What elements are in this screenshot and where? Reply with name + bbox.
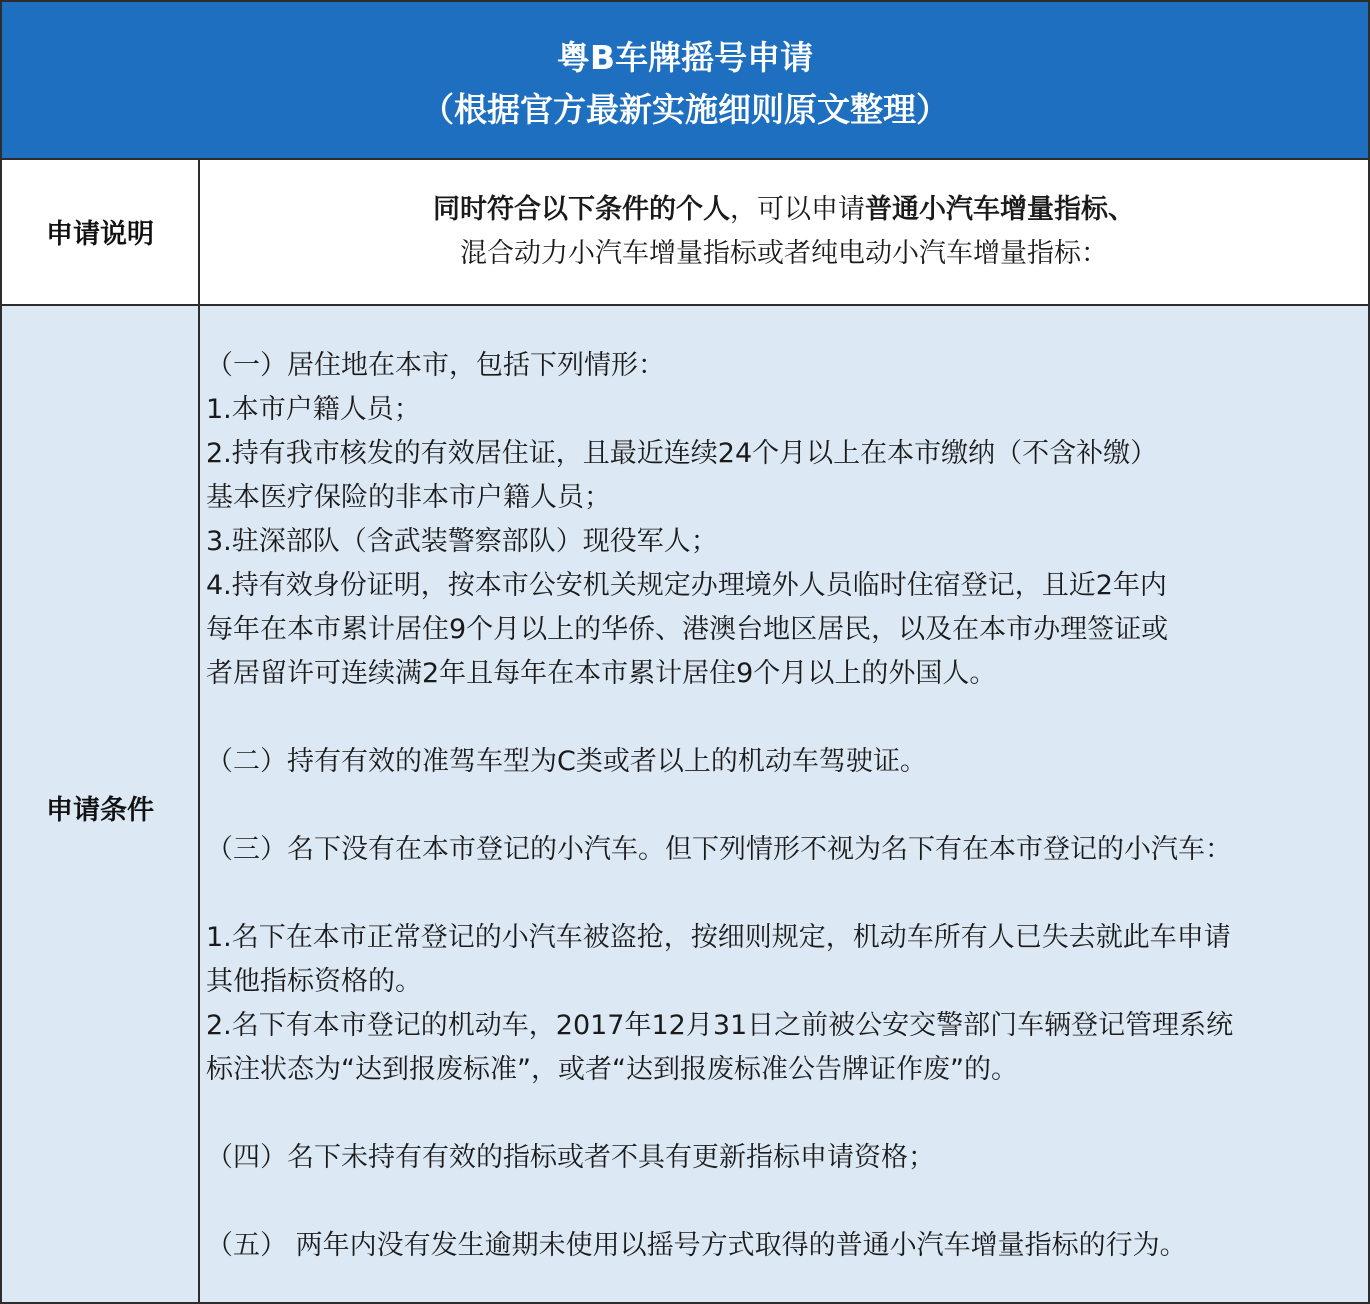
- description-line-1: [200, 188, 1368, 232]
- condition-line: 其他指标资格的。: [206, 966, 422, 997]
- description-line-2: 混合动力小汽车增量指标或者纯电动小汽车增量指标：: [460, 238, 1108, 269]
- condition-line: 2.名下有本市登记的机动车，2017年12月31日之前被公安交警部门车辆登记管理系统: [206, 1010, 1234, 1041]
- description-plain: ，可以申请: [730, 194, 865, 225]
- description-label-cell: [2, 160, 200, 304]
- description-bold-a: 同时符合以下条件的个人: [433, 194, 730, 225]
- condition-line: （五） 两年内没有发生逾期未使用以摇号方式取得的普通小汽车增量指标的行为。: [206, 1230, 1187, 1261]
- blank-line: [206, 872, 1356, 916]
- description-label: 申请说明: [46, 219, 154, 250]
- blank-line: [206, 696, 1356, 740]
- blank-line: [206, 1180, 1356, 1224]
- condition-line: 1.名下在本市正常登记的小汽车被盗抢，按细则规定，机动车所有人已失去就此车申请: [206, 922, 1231, 953]
- description-row: [2, 160, 1368, 306]
- condition-line: （二）持有有效的准驾车型为C类或者以上的机动车驾驶证。: [206, 746, 927, 777]
- page-title: 粤B车牌摇号申请: [556, 38, 814, 77]
- conditions-label: 申请条件: [46, 795, 154, 826]
- title-header: [2, 2, 1368, 160]
- page-subtitle: （根据官方最新实施细则原文整理）: [421, 90, 949, 129]
- condition-line: 2.持有我市核发的有效居住证，且最近连续24个月以上在本市缴纳（不含补缴）: [206, 438, 1158, 469]
- condition-line: （四）名下未持有有效的指标或者不具有更新指标申请资格；: [206, 1142, 935, 1173]
- condition-line: 每年在本市累计居住9个月以上的华侨、港澳台地区居民，以及在本市办理签证或: [206, 614, 1169, 645]
- condition-line: 标注状态为“达到报废标准”，或者“达到报废标准公告牌证作废”的。: [206, 1054, 1018, 1085]
- condition-line: 者居留许可连续满2年且每年在本市累计居住9个月以上的外国人。: [206, 658, 997, 689]
- condition-line: 3.驻深部队（含武装警察部队）现役军人；: [206, 526, 718, 557]
- conditions-label-cell: [2, 306, 200, 1302]
- condition-line: （一）居住地在本市，包括下列情形：: [206, 350, 665, 381]
- blank-line: [206, 784, 1356, 828]
- blank-line: [206, 1092, 1356, 1136]
- condition-line: 4.持有效身份证明，按本市公安机关规定办理境外人员临时住宿登记，且近2年内: [206, 570, 1167, 601]
- description-content: [200, 188, 1368, 276]
- description-bold-b: 普通小汽车增量指标、: [865, 194, 1135, 225]
- condition-line: 1.本市户籍人员；: [206, 394, 421, 425]
- condition-line: （三）名下没有在本市登记的小汽车。但下列情形不视为名下有在本市登记的小汽车：: [206, 834, 1232, 865]
- condition-line: 基本医疗保险的非本市户籍人员；: [206, 482, 611, 513]
- conditions-content: [206, 344, 1356, 1268]
- conditions-row: [2, 306, 1368, 1302]
